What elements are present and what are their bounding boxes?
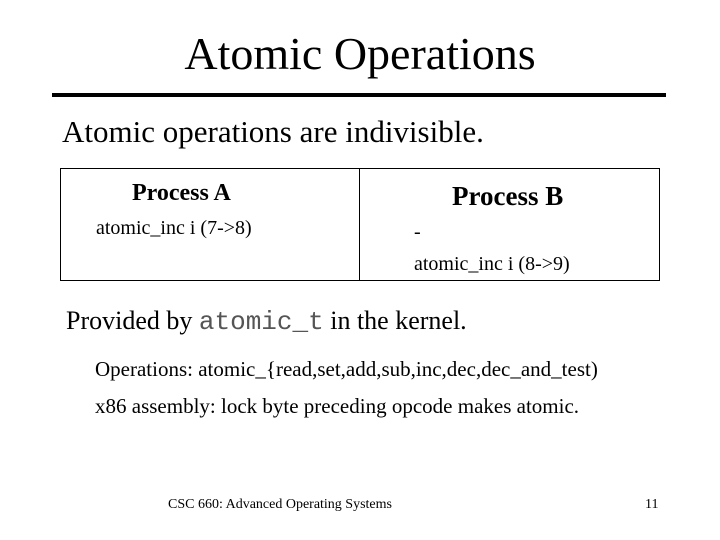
page-number: 11 xyxy=(645,497,659,512)
atomic-t-code: atomic_t xyxy=(198,307,324,337)
process-a-step: atomic_inc i (7->8) xyxy=(96,217,252,239)
provided-by-text xyxy=(66,305,467,338)
footer-course: CSC 660: Advanced Operating Systems xyxy=(168,497,392,512)
provided-by-prefix: Provided by xyxy=(66,306,199,335)
provided-by-suffix: in the kernel. xyxy=(323,306,467,335)
process-b-header: Process B xyxy=(452,181,564,211)
intro-text: Atomic operations are indivisible. xyxy=(62,114,484,149)
x86-assembly-note: x86 assembly: lock byte preceding opcode makes atomic. xyxy=(95,394,580,418)
slide-title: Atomic Operations xyxy=(184,28,536,79)
title-underline xyxy=(52,93,666,97)
process-b-step-2: atomic_inc i (8->9) xyxy=(414,253,570,275)
process-b-step-1: - xyxy=(414,221,421,243)
operations-list: Operations: atomic_{read,set,add,sub,inc,dec,dec_and_test) xyxy=(95,357,598,381)
table-column-divider xyxy=(359,168,360,281)
process-a-header: Process A xyxy=(132,180,231,206)
